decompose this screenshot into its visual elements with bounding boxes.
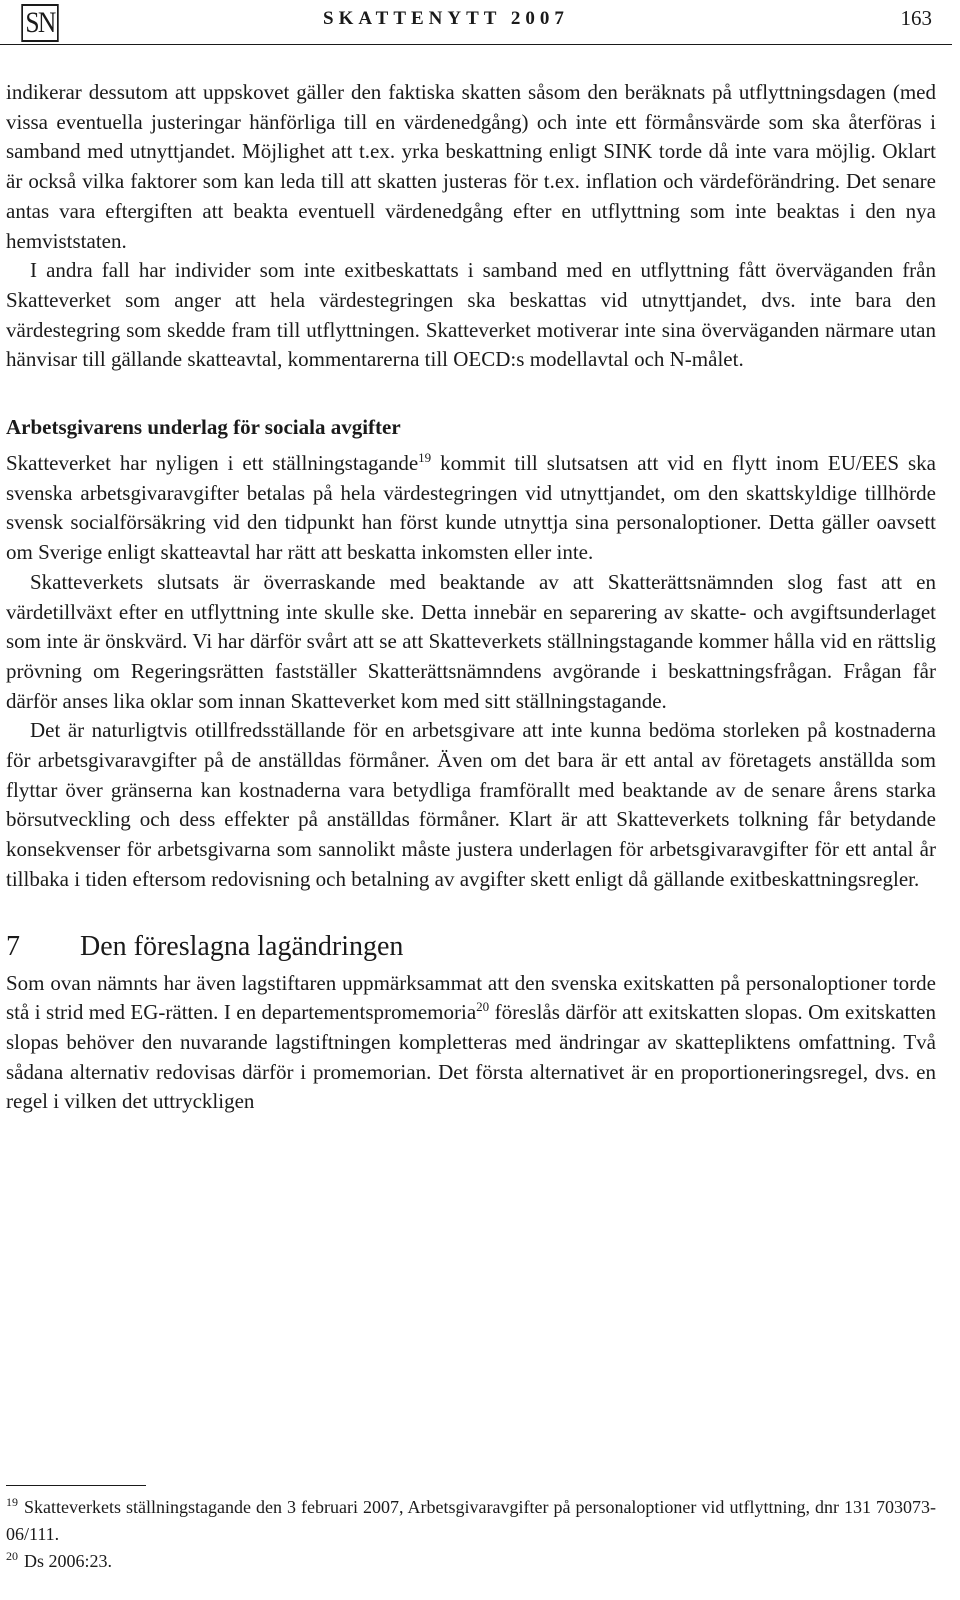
section-number: 7 <box>6 930 20 962</box>
section-title: Den föreslagna lagändringen <box>80 930 404 962</box>
subheading-employer-basis: Arbetsgivarens underlag för sociala avgifter <box>6 415 401 440</box>
paragraph-6 <box>6 969 936 1118</box>
paragraph-2: I andra fall har individer som inte exitbeskattats i samband med en utflyttning fått överväganden från Skatteverket som anger att hela värdestegringen ska beskattas vid utnyttjandet, dvs. inte bara den värdestegring som skedde fram till utflyttningen. Skatteverket motiverar inte sina överväganden närmare utan hänvisar till gällande skatteavtal, kommentarerna till OECD:s modellavtal och N-målet. <box>6 258 936 372</box>
paragraph-6-text-b: föreslås därför att exitskatten slopas. Om exitskatten slopas behöver den nuvarande lagstiftningen kompletteras med ändringar av skattepliktens omfattning. Två sådana alternativ redovisas därför i promemorian. Det första alternativet är en proportioneringsregel, dvs. en regel i vilken det uttryckligen <box>6 1000 937 1114</box>
paragraph-6-text-a: Som ovan nämnts har även lagstiftaren uppmärksammat att den svenska exitskatten på personaloptioner torde stå i strid med EG-rätten. I en departementspromemoria <box>6 970 936 1025</box>
footnote-text: Skatteverkets ställningstagande den 3 februari 2007, Arbetsgivaravgifter på personaloptioner vid utflyttning, dnr 131 703073-06/111. <box>6 1497 936 1544</box>
footnotes <box>6 1494 936 1575</box>
running-title: SKATTENYTT 2007 <box>323 8 569 29</box>
paragraph-3-text-b: kommit till slutsatsen att vid en flytt inom EU/EES ska svenska arbetsgivaravgifter betalas på hela värdestegringen vid utnyttjandet, om den skattskyldige tillhörde svensk socialförsäkring vid den tidpunkt han först kunde utnyttja sina personaloptioner. Detta gäller oavsett om Sverige enligt skatteavtal har rätt att beskatta inkomsten eller inte. <box>6 451 936 565</box>
page-header <box>0 0 952 48</box>
paragraph-3-text-a: Skatteverket har nyligen i ett ställningstagande <box>6 451 419 476</box>
page-number: 163 <box>900 6 932 30</box>
footnote-ref-19[interactable]: 19 <box>418 450 432 466</box>
header-rule <box>0 44 952 45</box>
footnote-ref-20[interactable]: 20 <box>476 999 490 1015</box>
footnote-rule <box>6 1485 146 1486</box>
footnote-text: Ds 2006:23. <box>24 1551 113 1571</box>
footnote-19 <box>6 1494 936 1548</box>
paragraph-4: Skatteverkets slutsats är överraskande med beaktande av att Skatterättsnämnden slog fast att en värdetillväxt efter en utflyttning inte skulle ske. Detta innebär en separering av skatte- och avgiftsunderlaget som inte är önskvärd. Vi har därför svårt att se att Skatteverkets ställningstagande kommer hålla vid en rättslig prövning om Regeringsrätten fastställer Skatterättsnämndens avgörande i beskattningsfrågan. Frågan får därför anses lika oklar som innan Skatteverket kom med sitt ställningstagande. <box>6 569 936 713</box>
paragraph-3 <box>6 449 936 568</box>
section-heading <box>6 929 936 965</box>
footnote-number: 19 <box>6 1495 18 1509</box>
article-body <box>6 78 936 1117</box>
paragraph-5: Det är naturligtvis otillfredsställande för en arbetsgivare att inte kunna bedöma storleken på kostnaderna för arbetsgivaravgifter på de anställdas förmåner. Även om det bara är ett antal av företagets anställda som flyttar över gränserna kan kostnaderna vara betydliga framförallt med beaktande av de senare årens starka börsutveckling och dess effekter på anställdas förmåner. Klart är att Skatteverkets tolkning får betydande konsekvenser för arbetsgivarna som sannolikt måste justera underlagen för arbetsgivaravgifter för ett antal år tillbaka i tiden eftersom redovisning och betalning av avgifter skett enligt då gällande exitbeskattningsregler. <box>6 718 936 891</box>
footnote-number: 20 <box>6 1549 18 1563</box>
journal-logo: SN <box>21 4 58 42</box>
paragraph-1: indikerar dessutom att uppskovet gäller den faktiska skatten såsom den beräknats på utflyttningsdagen (med vissa eventuella justeringar hänförliga till en värdenedgång) och inte ett förmånsvärde som ska återföras i samband med utnyttjandet. Möjlighet att t.ex. yrka beskattning enligt SINK torde då inte vara möjlig. Oklart är också vilka faktorer som kan leda till att skatten justeras för t.ex. inflation och värdeförändring. Det senare antas vara eftergiften att beakta eventuell värdenedgång efter en utflyttning som inte beaktas i den nya hemviststaten. <box>6 80 936 253</box>
footnote-20 <box>6 1548 936 1575</box>
